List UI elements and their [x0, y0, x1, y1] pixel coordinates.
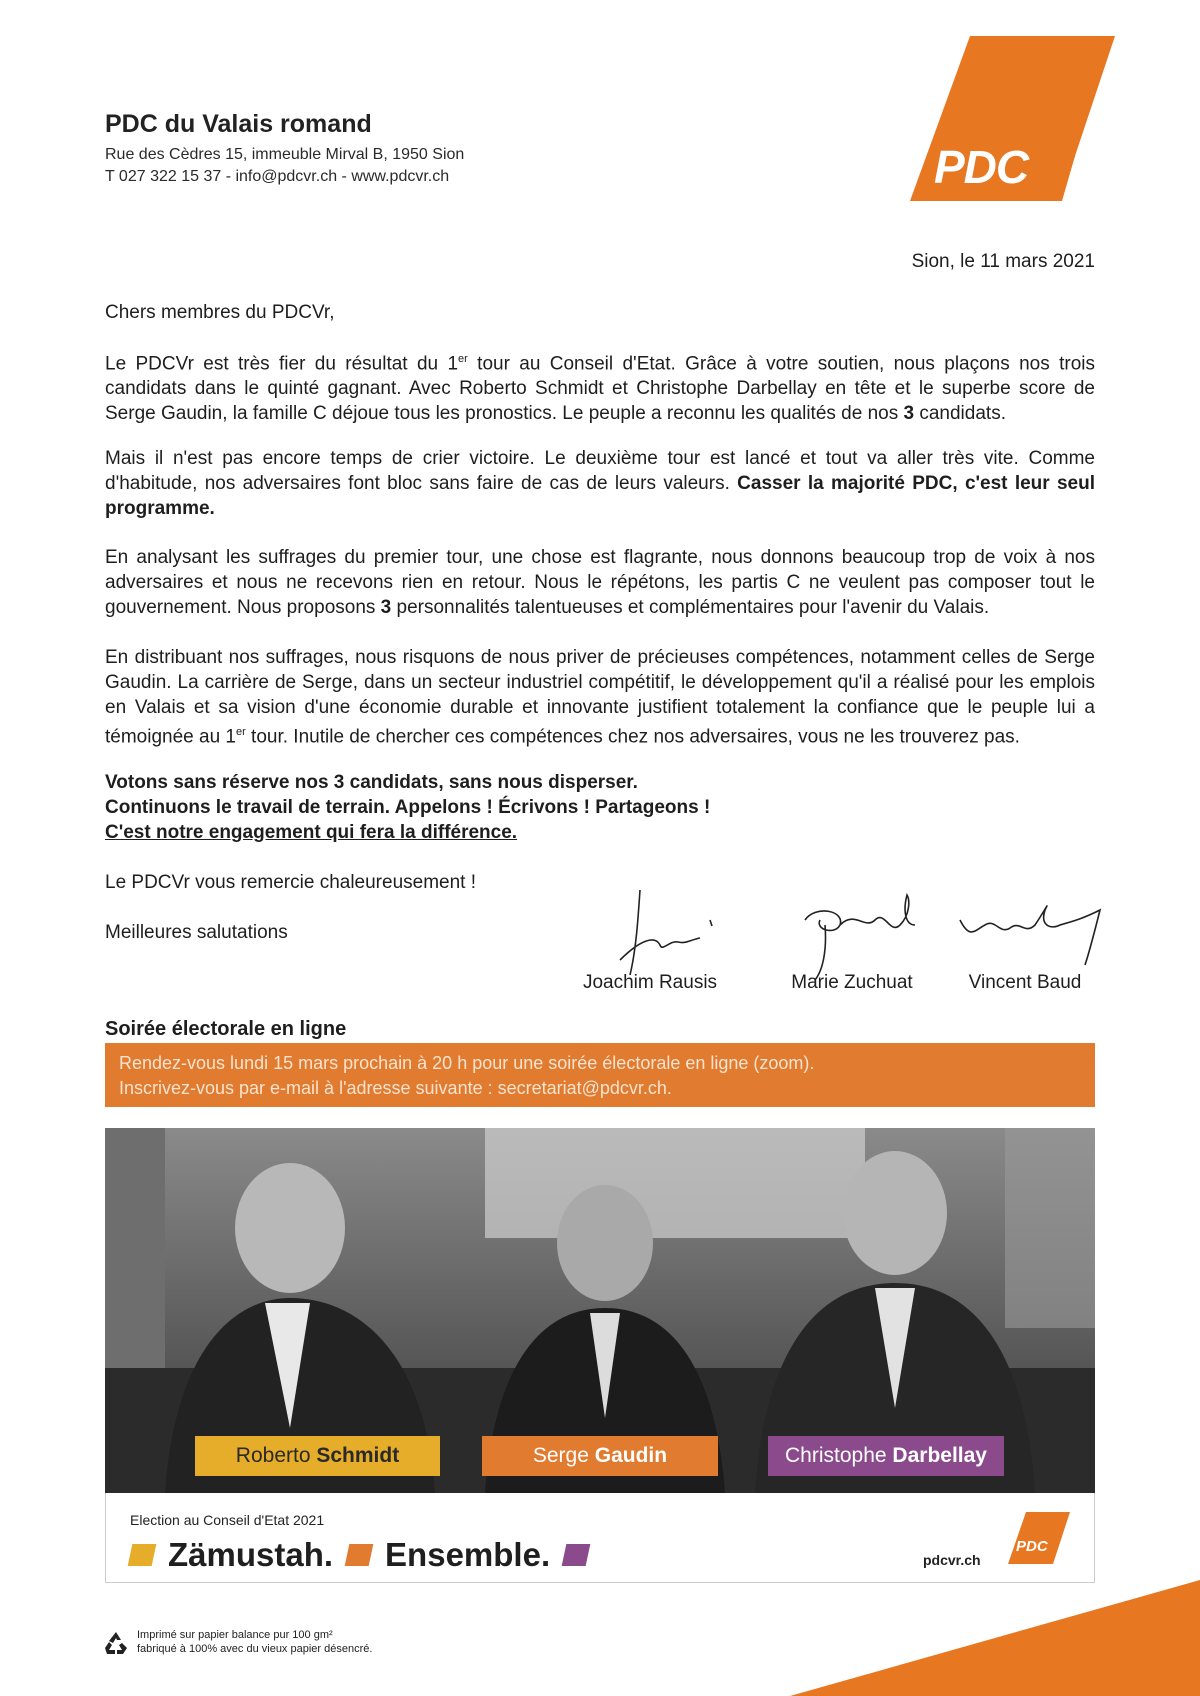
candidate-first-name: Roberto: [235, 1444, 311, 1467]
cta-line-1: Votons sans réserve nos 3 candidats, sans nous disperser.: [105, 772, 638, 793]
organization-contact: T 027 322 15 37 - info@pdcvr.ch - www.pdcvr.ch: [105, 168, 450, 185]
pdc-logo: [910, 36, 1115, 201]
signatory-name-3: Vincent Baud: [968, 972, 1082, 993]
p4-text-b: tour. Inutile de chercher ces compétences chez nos adversaires, vous ne les trouverez pas.: [245, 726, 1020, 748]
paper-footnote: [137, 1628, 372, 1656]
regards-line: Meilleures salutations: [105, 922, 288, 943]
paragraph-2: [105, 446, 1095, 521]
slogan-part-1: Zämustah.: [168, 1536, 334, 1573]
election-label: Election au Conseil d'Etat 2021: [130, 1512, 325, 1528]
footnote-line-2: fabriqué à 100% avec du vieux papier désencré.: [137, 1643, 373, 1655]
yellow-square-icon: [128, 1544, 157, 1566]
salutation: Chers membres du PDCVr,: [105, 302, 335, 323]
signatory-name-1: Joachim Rausis: [582, 972, 718, 993]
letter-date: Sion, le 11 mars 2021: [911, 251, 1095, 272]
organization-address: Rue des Cèdres 15, immeuble Mirval B, 1950 Sion: [105, 146, 465, 163]
candidate-tag-schmidt: [195, 1436, 440, 1476]
candidate-last-name: Darbellay: [892, 1444, 987, 1467]
p4-superscript: er: [236, 726, 246, 738]
p3-bold: 3: [380, 597, 392, 618]
candidate-tag-gaudin: [482, 1436, 718, 1476]
slogan-part-2: Ensemble.: [385, 1536, 551, 1573]
cta-line-2: Continuons le travail de terrain. Appelons ! Écrivons ! Partageons !: [105, 797, 711, 818]
p1-superscript: er: [458, 353, 468, 365]
paragraph-1: [105, 347, 1095, 426]
signatory-name-2: Marie Zuchuat: [791, 972, 913, 993]
call-to-action: [105, 770, 1095, 845]
soiree-title: Soirée électorale en ligne: [105, 1018, 347, 1040]
campaign-website: pdcvr.ch: [923, 1552, 981, 1568]
cta-line-3: C'est notre engagement qui fera la différence.: [105, 822, 518, 843]
candidate-tag-darbellay: [768, 1436, 1004, 1476]
logo-text: PDC: [934, 141, 1029, 193]
signature-baud: [950, 880, 1130, 980]
campaign-slogan: [130, 1536, 588, 1574]
soiree-line-1: Rendez-vous lundi 15 mars prochain à 20 h pour une soirée électorale en ligne (zoom).: [119, 1053, 815, 1073]
candidate-last-name: Gaudin: [594, 1444, 668, 1467]
p4-text-a: En distribuant nos suffrages, nous risquons de nous priver de précieuses compétences, notamment celles de Serge Gaudin. La carrière de Serge, dans un secteur industriel compétitif, le développement qu'il a réalisé pour les emplois en Valais et sa vision d'une économie durable et innovante justifient totalement la confiance que le peuple lui a témoignée au 1: [105, 647, 1095, 748]
thanks-line: Le PDCVr vous remercie chaleureusement !: [105, 872, 477, 893]
paragraph-4: [105, 645, 1095, 749]
pdc-small-logo: [1008, 1512, 1070, 1564]
candidate-first-name: Christophe: [785, 1444, 887, 1467]
signature-zuchuat: [785, 880, 965, 980]
p2-text: Mais il n'est pas encore temps de crier victoire. Le deuxième tour est lancé et tout va aller très vite. Comme d'habitude, nos adversaires font bloc sans faire de cas de leurs valeurs.: [105, 448, 1095, 494]
candidate-last-name: Schmidt: [316, 1444, 400, 1467]
p1-text-c: candidats.: [914, 403, 1006, 425]
paragraph-3: [105, 545, 1095, 620]
p3-text-a: En analysant les suffrages du premier tour, une chose est flagrante, nous donnons beaucoup trop de voix à nos adversaires et nous ne recevons rien en retour. Nous le répétons, les partis C ne veulent pas composer tout le gouvernement. Nous proposons: [105, 547, 1095, 618]
purple-square-icon: [562, 1544, 591, 1566]
recycle-icon: [103, 1630, 129, 1656]
p2-bold: Casser la majorité PDC, c'est leur seul programme.: [105, 473, 1095, 519]
organization-name: PDC du Valais romand: [105, 110, 372, 138]
small-logo-text: PDC: [1016, 1538, 1048, 1555]
soiree-banner: [105, 1043, 1095, 1107]
soiree-line-2: Inscrivez-vous par e-mail à l'adresse suivante : secretariat@pdcvr.ch.: [119, 1078, 672, 1098]
signature-rausis: [600, 880, 780, 980]
p1-text-b: tour au Conseil d'Etat. Grâce à votre soutien, nous plaçons nos trois candidats dans le quinté gagnant. Avec Roberto Schmidt et Christophe Darbellay en tête et le superbe score de Serge Gaudin, la famille C déjoue tous les pronostics. Le peuple a reconnu les qualités de nos: [105, 353, 1095, 425]
candidate-first-name: Serge: [532, 1444, 589, 1467]
footnote-line-1: Imprimé sur papier balance pur 100 gm²: [137, 1629, 333, 1641]
p1-text-a: Le PDCVr est très fier du résultat du 1: [105, 353, 459, 375]
p3-text-b: personnalités talentueuses et complémentaires pour l'avenir du Valais.: [391, 597, 990, 618]
orange-square-icon: [345, 1544, 374, 1566]
p1-bold: 3: [903, 403, 915, 425]
